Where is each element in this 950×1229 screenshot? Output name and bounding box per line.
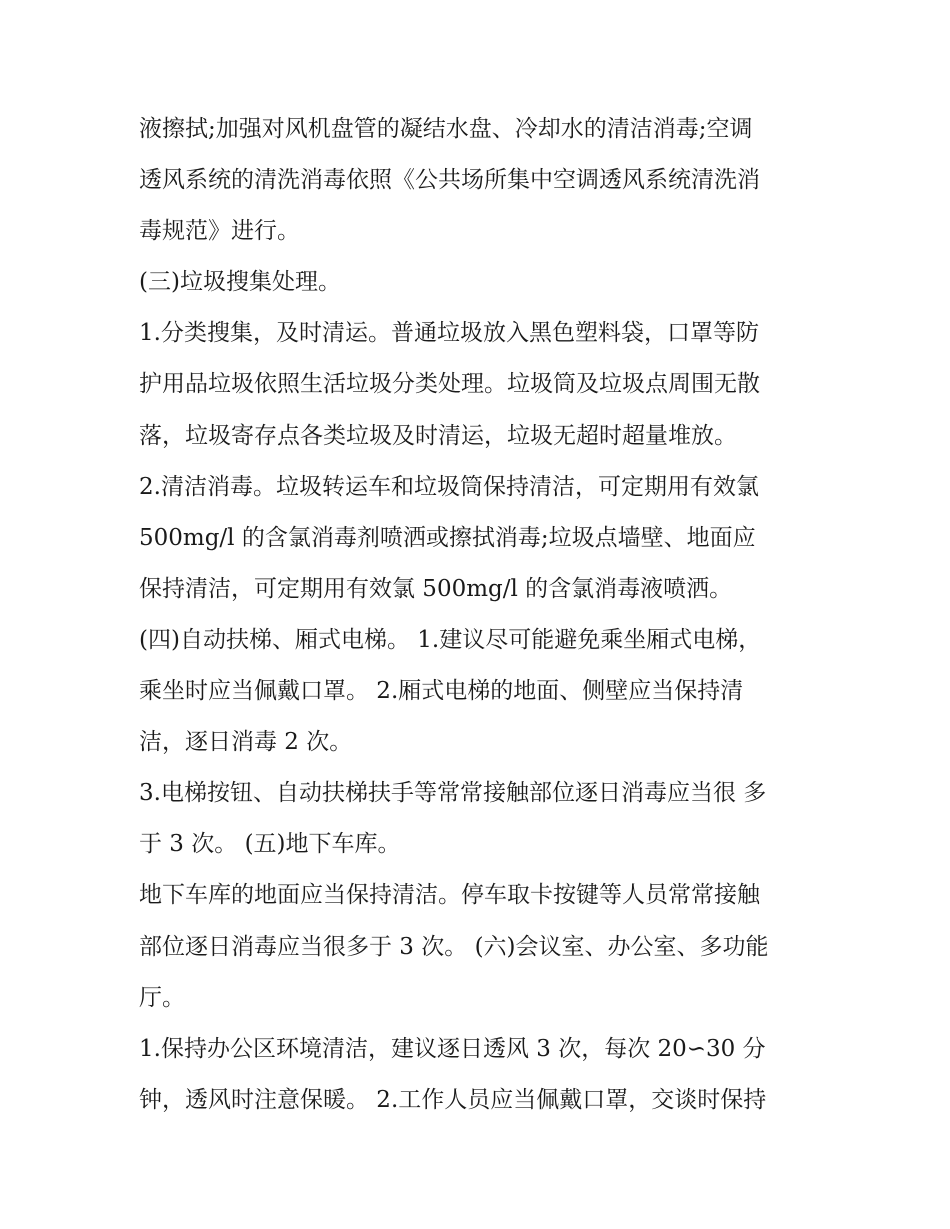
- text-line: 地下车库的地面应当保持清洁。停车取卡按键等人员常常接触: [139, 882, 760, 909]
- text-line: 1.保持办公区环境清洁，建议逐日透风 3 次，每次 20∽30 分: [139, 1035, 766, 1062]
- text-line: 3.电梯按钮、自动扶梯扶手等常常接触部位逐日消毒应当很 多: [139, 780, 767, 807]
- text-line: (四)自动扶梯、厢式电梯。 1.建议尽可能避免乘坐厢式电梯，: [139, 626, 762, 653]
- document-body: [139, 104, 819, 1126]
- text-line: 2.清洁消毒。垃圾转运车和垃圾筒保持清洁，可定期用有效氯: [139, 473, 759, 500]
- section-heading: (三)垃圾搜集处理。: [139, 269, 341, 296]
- text-line: 护用品垃圾依照生活垃圾分类处理。垃圾筒及垃圾点周围无散: [139, 371, 760, 398]
- text-line: 厅。: [139, 984, 185, 1011]
- text-line: 落，垃圾寄存点各类垃圾及时清运，垃圾无超时超量堆放。: [139, 422, 737, 449]
- text-line: 保持清洁，可定期用有效氯 500mg/l 的含氯消毒液喷洒。: [139, 575, 733, 602]
- text-line: 洁，逐日消毒 2 次。: [139, 729, 353, 756]
- text-line: 500mg/l 的含氯消毒剂喷洒或擦拭消毒;垃圾点墙壁、地面应: [139, 524, 756, 551]
- text-line: 透风系统的清洗消毒依照《公共场所集中空调透风系统清洗消: [139, 167, 760, 194]
- text-line: 乘坐时应当佩戴口罩。 2.厢式电梯的地面、侧壁应当保持清: [139, 678, 744, 705]
- text-line: 于 3 次。 (五)地下车库。: [139, 831, 401, 858]
- text-line: 部位逐日消毒应当很多于 3 次。 (六)会议室、办公室、多功能: [139, 933, 769, 960]
- text-line: 液擦拭;加强对风机盘管的凝结水盘、冷却水的清洁消毒;空调: [139, 116, 753, 142]
- text-line: 钟，透风时注意保暖。 2.工作人员应当佩戴口罩，交谈时保持: [139, 1086, 767, 1113]
- text-line: 1.分类搜集，及时清运。普通垃圾放入黑色塑料袋，口罩等防: [139, 320, 759, 347]
- text-line: 毒规范》进行。: [139, 218, 300, 245]
